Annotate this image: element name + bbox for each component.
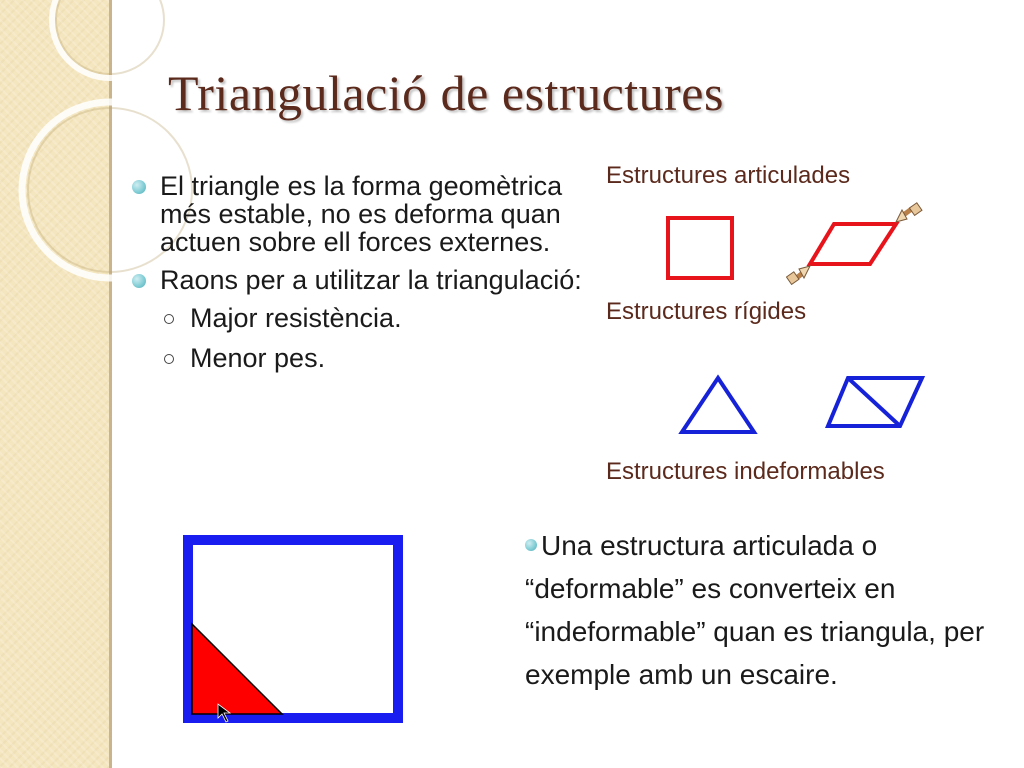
label-articulated-structures: Estructures articulades (606, 162, 851, 189)
label-undeformable-structures: Estructures indeformables (606, 458, 885, 485)
rigid-braced-parallelogram (824, 372, 930, 432)
hollow-ring-icon (164, 314, 174, 324)
articulated-square (660, 212, 740, 282)
teal-disc-icon (132, 274, 146, 288)
sub-bullet-text: Menor pes. (190, 343, 326, 373)
bullet-text: El triangle es la forma geomètrica més estable, no es deforma quan actuen sobre ell forces externes. (160, 171, 563, 257)
sub-bullet-item (130, 304, 585, 332)
arrow-icon (786, 266, 810, 284)
bullet-item (130, 266, 585, 294)
slide-title: Triangulació de estructures (168, 65, 724, 121)
sub-bullet-text: Major resistència. (190, 303, 402, 333)
teal-disc-icon (132, 180, 146, 194)
rigid-triangle (676, 372, 760, 438)
teal-disc-icon (525, 539, 537, 551)
paragraph-text: Una estructura articulada o “deformable” es converteix en “indeformable” quan es triangula, per exemple amb un escaire. (525, 530, 985, 690)
label-rigid-structures: Estructures rígides (606, 298, 807, 325)
arrow-icon (896, 203, 922, 222)
bullet-item (130, 172, 585, 256)
square-frame-with-set-square (180, 532, 406, 728)
sub-bullet-item (130, 344, 585, 372)
explanation-paragraph (525, 524, 995, 696)
bullet-text: Raons per a utilitzar la triangulació: (160, 265, 582, 295)
hollow-ring-icon (164, 354, 174, 364)
articulated-parallelogram (786, 200, 936, 290)
bullet-list (130, 172, 585, 384)
